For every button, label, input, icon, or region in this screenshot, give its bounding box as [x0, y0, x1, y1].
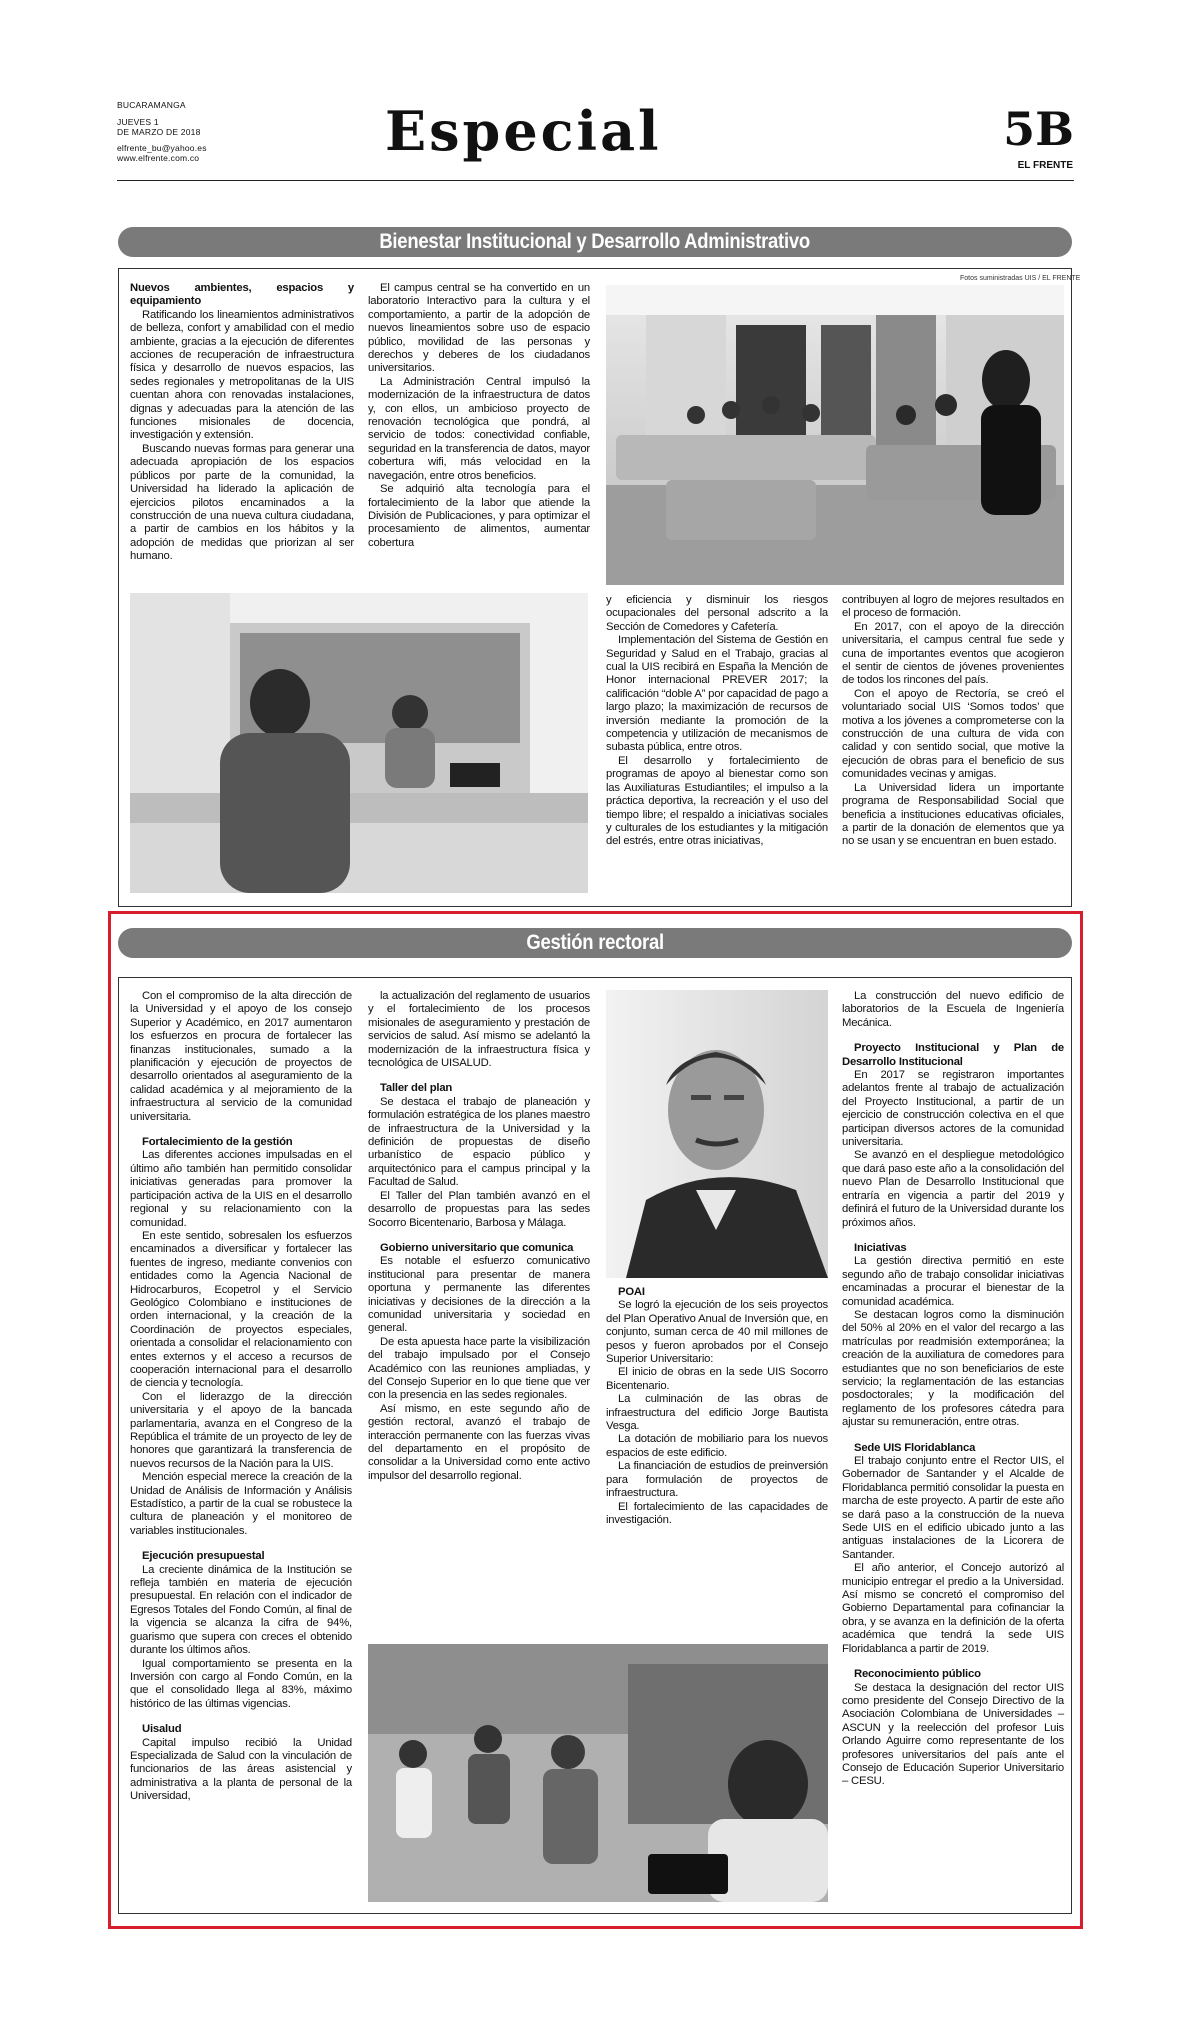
top-col-2-p2: La Administración Central impulsó la modernización de la infraestructura de datos y, con ellos, un ambicioso proyecto de renovación tecnológica que pondrá, al servicio de todos: conectividad confiable, seguridad en la transferencia de datos, mayor cobertura wifi, más velocidad en la navegación, entre otros beneficios.: [368, 375, 590, 482]
paragraph: La culminación de las obras de infraestructura del edificio Jorge Bautista Vesga.: [606, 1393, 828, 1433]
subheading: Fortalecimiento de la gestión: [142, 1136, 293, 1149]
top-col-3-p3: El desarrollo y fortalecimiento de programas de apoyo al bienestar como son las Auxiliaturas Estudiantiles; el impulso a la práctica deportiva, la recreación y el uso del tiempo libre; el respaldo a iniciativas sociales y culturales de los estudiantes y la mitigación del estrés, entre otras iniciativas,: [606, 754, 828, 848]
paragraph: En 2017 se registraron importantes adelantos frente al trabajo de actualización del Proyecto Institucional, a partir de un ejercicio de construcción colectiva en el que participan diversos actores de la comunidad universitaria.: [842, 1069, 1064, 1149]
top-col-1-p2: Buscando nuevas formas para generar una adecuada apropiación de los espacios públicos por parte de la comunidad, la Universidad ha liderado la aplicación de ejercicios pilotos encaminados a la construcción de una nueva cultura ciudadana, a partir de cambios en los hábitos y la adopción de medidas que priorizan al ser humano.: [130, 442, 354, 563]
subheading: Proyecto Institucional y Plan de Desarrollo Institucional: [842, 1042, 1064, 1068]
paragraph: Mención especial merece la creación de la Unidad de Análisis de Información y Análisis Estadístico, a partir de la cual se robustece la cultura de planeación y el monitoreo de variables institucionales.: [130, 1471, 352, 1537]
paragraph: La construcción del nuevo edificio de laboratorios de la Escuela de Ingeniería Mecánica.: [842, 990, 1064, 1029]
top-col-3-p2: Implementación del Sistema de Gestión en Seguridad y Salud en el Trabajo, gracias al cual la UIS recibirá en España la Mención de Honor internacional PREVER 2017; la calificación “doble A” por capacidad de pago a largo plazo; la maximización de recursos de inversión mediante la promoción de la competencia y utilización de mecanismos de subasta pública, entre otros.: [606, 634, 828, 754]
photo-rector-portrait: [606, 990, 828, 1278]
paragraph: Se logró la ejecución de los seis proyectos del Plan Operativo Anual de Inversión que, en conjunto, suman cerca de 40 mil millones de pesos y fueron aprobados por el Consejo Superior Universitario:: [606, 1299, 828, 1366]
paragraph: Con el liderazgo de la dirección universitaria y el apoyo de la bancada parlamentaria, avanza en el Congreso de la República el trámite de un proyecto de ley de honores que garantizará la transferencia de nuevos recursos de la Nación para la UIS.: [130, 1390, 352, 1470]
section-title: Especial: [385, 99, 662, 163]
subheading: Ejecución presupuestal: [142, 1550, 265, 1563]
paragraph: La dotación de mobiliario para los nuevos espacios de este edificio.: [606, 1433, 828, 1459]
photo-credit: Fotos suministradas UIS / EL FRENTE: [960, 275, 1081, 282]
paragraph: El inicio de obras en la sede UIS Socorro Bicentenario.: [606, 1366, 828, 1392]
subheading: POAI: [618, 1286, 645, 1298]
top-col-2-p3: Se adquirió alta tecnología para el fortalecimiento de la labor que atiende la División de Publicaciones, y para optimizar el procesamiento de alimentos, aumentar cobertura: [368, 483, 590, 549]
paragraph: Capital impulso recibió la Unidad Especializada de Salud con la vinculación de funcionarios de las áreas asistencial y administrativa a la planta de personal de la Universidad,: [130, 1736, 352, 1803]
paragraph: El fortalecimiento de las capacidades de investigación.: [606, 1500, 828, 1526]
masthead-email[interactable]: elfrente_bu@yahoo.es: [117, 142, 207, 153]
masthead-rule: [117, 180, 1074, 181]
top-col-4-p1: contribuyen al logro de mejores resultados en el proceso de formación.: [842, 594, 1064, 620]
masthead-city: BUCARAMANGA: [117, 100, 186, 110]
paragraph: Las diferentes acciones impulsadas en el último año también han permitido consolidar iniciativas generadas para promover la participación activa de la UIS en el desarrollo regional y su relacionamiento con la comunidad.: [130, 1149, 352, 1229]
top-col-2: [368, 282, 590, 550]
section-bar-title: Bienestar Institucional y Desarrollo Administrativo: [379, 230, 811, 253]
section-bar-bienestar: [118, 227, 1072, 257]
paragraph: El trabajo conjunto entre el Rector UIS, el Gobernador de Santander y el Alcalde de Floridablanca permitió consolidar la puesta en marcha de este proyecto. A partir de este año se dará paso a la construcción de la nueva Sede UIS en el edificio ubicado junto a las antiguas instalaciones de la Licorera de Santander.: [842, 1455, 1064, 1561]
subheading: Iniciativas: [854, 1241, 907, 1254]
masthead-day: JUEVES 1: [117, 116, 159, 127]
paragraph: la actualización del reglamento de usuarios y el fortalecimiento de los procesos misionales de aseguramiento y prestación de servicios de salud. Así mismo se adelantó la modernización de la infraestructura física y tecnológica de UISALUD.: [368, 990, 590, 1070]
subheading: Sede UIS Floridablanca: [854, 1441, 976, 1454]
paragraph: De esta apuesta hace parte la visibilización del trabajo impulsado por el Consejo Académico con las reuniones ampliadas, y del Consejo Superior en lo que tiene que ver con la presencia en las sedes regionales.: [368, 1335, 590, 1402]
bottom-col-2: [368, 990, 590, 1483]
photo-student-lounge-image: [606, 285, 1064, 585]
bottom-col-3: [606, 1286, 828, 1527]
paragraph: Se destacan logros como la disminución del 50% al 20% en el valor del recargo a las matrículas por readmisión extemporánea; la creación de la auxiliatura de comedores para estudiantes que no son beneficiarios de este servicio; la reglamentación de las estancias posdoctorales; y la modificación del reglamento de los profesores cátedra para ajustar su remuneración, entre otras.: [842, 1308, 1064, 1429]
subheading: Gobierno universitario que comunica: [380, 1241, 574, 1254]
section-bar-title-gestion: Gestión rectoral: [526, 931, 664, 954]
top-col-2-p1: El campus central se ha convertido en un laboratorio Interactivo para la cultura y el comportamiento, a partir de la adopción de nuevos lineamientos sobre uso de espacio público, movilidad de las personas y derechos y deberes de los ciudadanos universitarios.: [368, 282, 590, 375]
paragraph: Se destaca el trabajo de planeación y formulación estratégica de los planes maestro de infraestructura de la Universidad y la definición de propuestas de diseño urbanístico de espacio público y arquitectónico para el campus principal y la Facultad de Salud.: [368, 1095, 590, 1189]
paragraph: Se avanzó en el despliegue metodológico que dará paso este año a la consolidación del nuevo Plan de Desarrollo Institucional que entraría en vigencia a partir del 2019 y definirá el futuro de la Universidad durante los próximos años.: [842, 1149, 1064, 1229]
top-col-4-p4: La Universidad lidera un importante programa de Responsabilidad Social que beneficia a instituciones educativas oficiales, a partir de la donación de elementos que ya no se usan y se encuentran en buen estado.: [842, 781, 1064, 848]
masthead-date: DE MARZO DE 2018: [117, 127, 201, 137]
top-col-4: [842, 594, 1064, 849]
top-col-1-p1: Ratificando los lineamientos administrativos de belleza, confort y amabilidad con el medio ambiente, gracias a la ejecución de diferentes acciones de recuperación de infraestructura física y desarrollo de nuevos espacios, las sedes regionales y metropolitanas de la UIS cuentan ahora con renovadas instalaciones, dignas y adecuadas para la atención de las funciones misionales de docencia, investigación y extensión.: [130, 308, 354, 442]
subheading: Reconocimiento público: [854, 1668, 981, 1681]
photo-student-lounge: [606, 285, 1064, 585]
paragraph: El Taller del Plan también avanzó en el desarrollo de propuestas para las sedes Socorro Bicentenario, Barbosa y Málaga.: [368, 1189, 590, 1229]
paragraph: La gestión directiva permitió en este segundo año de trabajo consolidar iniciativas encaminadas a procurar el bienestar de la comunidad académica.: [842, 1255, 1064, 1308]
section-bar-gestion: [118, 928, 1072, 958]
bottom-col-4: [842, 990, 1064, 1789]
paragraph: Con el compromiso de la alta dirección de la Universidad y el apoyo de los consejo Superior y Académico, en 2017 aumentaron los esfuerzos en procura de fortalecer las finanzas institucionales, sumado a la planificación y ejecución de proyectos de desarrollo orientados al aseguramiento de la calidad académica y al mejoramiento de la infraestructura al servicio de la comunidad universitaria.: [130, 990, 352, 1123]
photo-meeting: [368, 1644, 828, 1902]
top-col-3-p1: y eficiencia y disminuir los riesgos ocupacionales del personal adscrito a la Sección de Comedores y Cafetería.: [606, 594, 828, 633]
masthead-web[interactable]: www.elfrente.com.co: [117, 153, 200, 163]
paragraph: La financiación de estudios de preinversión para formulación de proyectos de infraestructura.: [606, 1460, 828, 1500]
photo-rector-portrait-image: [606, 990, 828, 1278]
top-col-4-p2: En 2017, con el apoyo de la dirección universitaria, el campus central fue sede y cuna de importantes eventos que acogieron el sentir de cientos de jóvenes provenientes de todos los rincones del país.: [842, 620, 1064, 687]
paragraph: Así mismo, en este segundo año de gestión rectoral, avanzó el trabajo de interacción permanente con las fuerzas vivas del departamento en el propósito de consolidar a la Universidad como ente activo impulsor del desarrollo regional.: [368, 1402, 590, 1482]
paragraph: Se destaca la designación del rector UIS como presidente del Consejo Directivo de la Asociación Colombiana de Universidades – ASCUN y la reelección del profesor Luis Orlando Aguirre como representante de los profesores universitarios del país ante el Consejo de Educación Superior Universitario – CESU.: [842, 1681, 1064, 1788]
top-col-1: [130, 282, 354, 564]
photo-cafeteria-counter-image: [130, 593, 588, 893]
bottom-col-1: [130, 990, 352, 1804]
top-col-3: [606, 594, 828, 849]
subheading: Taller del plan: [380, 1082, 453, 1095]
brand-name: EL FRENTE: [1017, 160, 1073, 171]
masthead-info: [117, 100, 207, 164]
subheading: Uisalud: [142, 1723, 182, 1736]
paragraph: Es notable el esfuerzo comunicativo institucional para presentar de manera oportuna y permanente las diferentes iniciativas y decisiones de la dirección a la comunidad universitaria y sociedad en general.: [368, 1255, 590, 1335]
paragraph: La creciente dinámica de la Institución se refleja también en materia de ejecución presupuestal. En relación con el indicador de Egresos Totales del Fondo Común, al final de la vigencia se alcanza la cifra de 94%, guarismo que supera con creces el obtenido durante los últimos años.: [130, 1563, 352, 1657]
paragraph: El año anterior, el Concejo autorizó al municipio entregar el predio a la Universidad. Así mismo se concretó el compromiso del Gobierno Departamental para cofinanciar la obra, y se avanza en la definición de la oferta académica que tendrá la sede UIS Floridablanca a partir de 2019.: [842, 1562, 1064, 1655]
paragraph: Igual comportamiento se presenta en la Inversión con cargo al Fondo Común, en la que el consolidado llega al 83%, máximo histórico de las últimas vigencias.: [130, 1657, 352, 1710]
paragraph: En este sentido, sobresalen los esfuerzos encaminados a diversificar y fortalecer las fuentes de ingreso, mediante convenios con entidades como la Agencia Nacional de Hidrocarburos, Ecopetrol y el Servicio Geológico Colombiano e instituciones de orden internacional, y la creación de la Coordinación de proyectos especiales, orientada a consolidar el relacionamiento con entes externos y el acceso a recursos de cooperación internacional para el desarrollo de ciencia y tecnología.: [130, 1229, 352, 1390]
photo-meeting-image: [368, 1644, 828, 1902]
top-col-1-heading: Nuevos ambientes, espacios y equipamiento: [130, 282, 354, 308]
top-col-4-p3: Con el apoyo de Rectoría, se creó el voluntariado social UIS ‘Somos todos’ que motiva a los jóvenes a comprometerse con la construcción de una cultura de vida con calidad y con sentido social, que motive la ejecución de obras para el beneficio de sus comunidades vecinas y amigas.: [842, 687, 1064, 781]
page-number: 5B: [1003, 102, 1074, 156]
photo-cafeteria-counter: [130, 593, 588, 893]
